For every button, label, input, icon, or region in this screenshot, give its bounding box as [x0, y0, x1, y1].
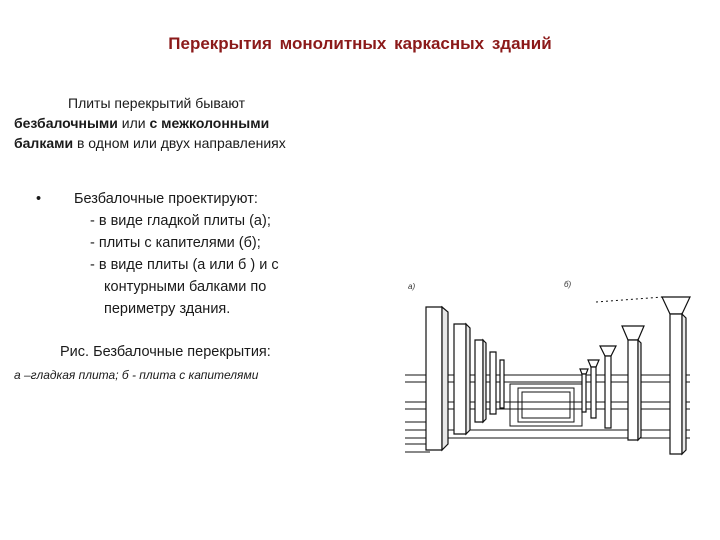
bullet-item-1: - в виде гладкой плиты (а);	[90, 213, 271, 229]
slab-perspective-drawing	[400, 272, 700, 462]
slide-title: Перекрытия монолитных каркасных зданий	[168, 34, 552, 53]
slab-perspective-figure	[400, 272, 700, 462]
bullet-heading: Безбалочные проектируют:	[74, 191, 258, 207]
bullet-item-3: - в виде плиты (а или б ) и с	[90, 257, 279, 273]
intro-line-2	[14, 113, 394, 133]
intro-term-beamless: безбалочными	[14, 115, 118, 131]
intro-line-3-rest: в одном или двух направлениях	[73, 135, 286, 151]
figure-label-a: а)	[408, 282, 416, 291]
intro-term-girders: балками	[14, 135, 74, 151]
intro-term-beams: с межколонными	[149, 115, 270, 131]
intro-line-3	[14, 133, 394, 153]
bullet-item-4: контурными балками по	[104, 279, 267, 295]
figure-label-b: б)	[564, 280, 572, 289]
figure-subcaption: а –гладкая плита; б - плита с капителями	[14, 368, 259, 382]
intro-connector: или	[117, 115, 150, 131]
bullet-item-5: периметру здания.	[104, 301, 231, 317]
intro-line-1: Плиты перекрытий бывают	[68, 95, 246, 111]
intro-paragraph	[14, 93, 394, 153]
bullet-item-2: - плиты с капителями (б);	[90, 235, 261, 251]
figure-caption: Рис. Безбалочные перекрытия:	[60, 344, 271, 360]
bullet-marker: •	[36, 191, 42, 207]
